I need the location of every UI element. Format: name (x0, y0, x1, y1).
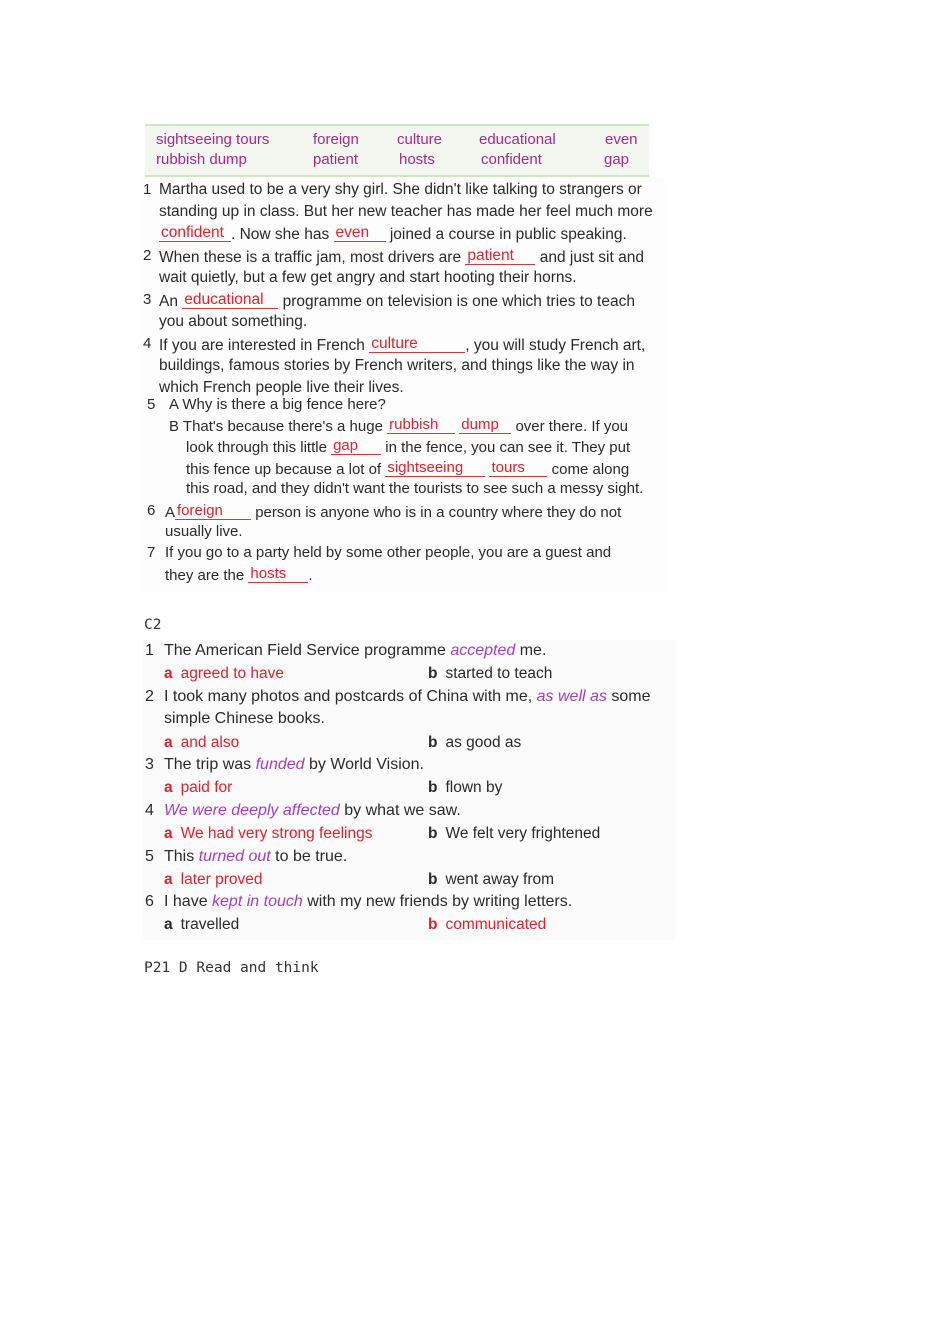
question-text: you about something. (159, 313, 308, 330)
question-text: When these is a traffic jam, most drivers are patient and just sit and (159, 247, 644, 266)
word-box-item: hosts (399, 151, 435, 168)
option-b: b as good as (428, 734, 522, 751)
question-number: 7 (147, 544, 156, 561)
question-text: I took many photos and postcards of China with me, as well as some (164, 688, 651, 705)
answer-blank: culture (369, 335, 465, 353)
question-number: 6 (145, 893, 154, 910)
highlighted-phrase: We were deeply affected (164, 802, 340, 819)
question-number: 5 (145, 848, 154, 865)
word-box-item: culture (397, 131, 443, 148)
question-text: The trip was funded by World Vision. (164, 756, 424, 773)
question-text: usually live. (165, 523, 243, 540)
answer-blank: confident (159, 224, 231, 242)
question-number: 3 (145, 756, 154, 773)
highlighted-phrase: funded (255, 756, 305, 773)
answer-blank: even (334, 224, 386, 242)
question-number: 3 (143, 291, 152, 308)
option-a: a agreed to have (164, 665, 285, 682)
question-text: Martha used to be a very shy girl. She didn't like talking to strangers or (159, 181, 642, 198)
question-text: The American Field Service programme accepted me. (164, 642, 547, 659)
question-text: If you are interested in French culture , you will study French art, (159, 335, 646, 354)
question-text: A Why is there a big fence here? (169, 396, 386, 413)
question-text: buildings, famous stories by French writers, and things like the way in (159, 357, 635, 374)
option-a: a travelled (164, 916, 240, 933)
question-number: 1 (143, 181, 152, 198)
question-text: confident . Now she has even joined a course in public speaking. (161, 224, 627, 243)
highlighted-phrase: as well as (536, 688, 607, 705)
question-text: which French people live their lives. (159, 379, 404, 396)
answer-blank: hosts (248, 565, 308, 583)
option-b: b went away from (428, 871, 555, 888)
question-text: simple Chinese books. (164, 710, 325, 727)
answer-blank: patient (465, 247, 535, 265)
word-box-item: confident (481, 151, 542, 168)
option-b: b flown by (428, 779, 503, 796)
question-text: look through this little gap in the fence, you can see it. They put (186, 437, 631, 456)
word-box (145, 124, 649, 177)
section-heading-p21: P21 D Read and think (144, 960, 319, 976)
section-heading-c2: C2 (144, 617, 162, 633)
highlighted-phrase: accepted (450, 642, 516, 659)
answer-blank: tours (489, 459, 547, 477)
option-b: b communicated (428, 916, 547, 933)
question-text: B That's because there's a huge rubbish dump over there. If you (169, 416, 629, 435)
word-box-item: patient (313, 151, 359, 168)
word-box-item: gap (604, 151, 630, 168)
question-text: An educational programme on television is one which tries to teach (159, 291, 635, 310)
question-text: this road, and they didn't want the tourists to see such a messy sight. (186, 480, 644, 497)
answer-blank: foreign (175, 502, 251, 520)
answer-blank: rubbish (387, 416, 455, 434)
question-text: This turned out to be true. (164, 848, 348, 865)
question-text: If you go to a party held by some other people, you are a guest and (165, 544, 612, 561)
word-box-item: sightseeing tours (156, 131, 270, 148)
word-box-item: even (605, 131, 638, 148)
word-box-item: rubbish dump (156, 151, 247, 168)
option-b: b started to teach (428, 665, 553, 682)
answer-blank: educational (182, 291, 278, 309)
option-a: a We had very strong feelings (164, 825, 373, 842)
question-text: they are the hosts . (165, 565, 313, 584)
answer-blank: sightseeing (385, 459, 485, 477)
question-number: 4 (145, 802, 154, 819)
option-a: a later proved (164, 871, 263, 888)
answer-blank: dump (459, 416, 511, 434)
question-text: standing up in class. But her new teacher has made her feel much more (159, 203, 653, 220)
option-a: a paid for (164, 779, 233, 796)
highlighted-phrase: turned out (198, 848, 271, 865)
question-number: 6 (147, 502, 156, 519)
answer-blank: gap (331, 437, 381, 455)
question-number: 2 (143, 247, 152, 264)
question-text: this fence up because a lot of sightseeing tours come along (186, 459, 630, 478)
word-box-item: foreign (313, 131, 359, 148)
question-number: 1 (145, 642, 154, 659)
question-text: I have kept in touch with my new friends by writing letters. (164, 893, 573, 910)
question-text: A foreign person is anyone who is in a country where they do not (165, 502, 622, 521)
question-text: We were deeply affected by what we saw. (164, 802, 461, 819)
question-text: wait quietly, but a few get angry and start hooting their horns. (159, 269, 577, 286)
question-number: 4 (143, 335, 152, 352)
option-b: b We felt very frightened (428, 825, 601, 842)
question-number: 2 (145, 688, 154, 705)
word-box-item: educational (479, 131, 556, 148)
question-number: 5 (147, 396, 156, 413)
option-a: a and also (164, 734, 240, 751)
highlighted-phrase: kept in touch (212, 893, 303, 910)
